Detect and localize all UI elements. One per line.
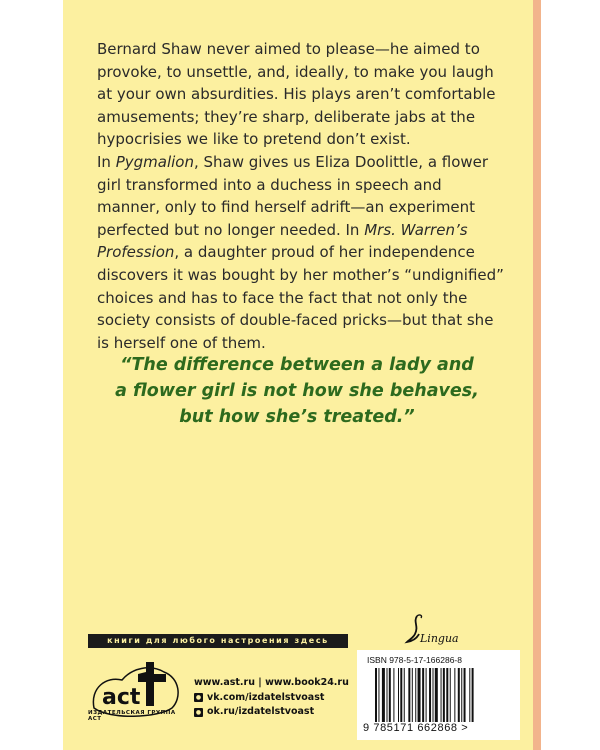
barcode-bar — [433, 668, 434, 722]
barcode-bar — [426, 668, 427, 722]
ok-text: ok.ru/izdatelstvoast — [207, 706, 315, 717]
sites-link[interactable] — [194, 676, 349, 691]
barcode-bar — [429, 668, 431, 722]
barcode-bar — [458, 668, 460, 722]
barcode-digits: 9 785171 662868 > — [363, 722, 469, 734]
slogan-strip — [88, 634, 348, 648]
ast-logo-text: act — [102, 685, 141, 710]
barcode-bar — [382, 668, 385, 722]
pull-quote: “The difference between a lady and a flower girl is not how she behaves, but how she’s treated.” — [115, 355, 479, 427]
barcode-bar — [400, 668, 402, 722]
blurb-text-run: , a daughter proud of her independence discovers it was bought by her mother’s “undignified” choices and has to face the fact that not only the society consists of double-faced pricks—but that she is herself one of them. — [97, 243, 504, 352]
barcode-bar — [415, 668, 416, 722]
barcode-bar — [404, 668, 405, 722]
publisher-links — [194, 676, 349, 720]
lingua-logo — [403, 612, 463, 648]
barcode-bar — [464, 668, 466, 722]
ok-icon: ● — [195, 708, 202, 716]
barcode-bar — [412, 668, 413, 722]
vk-link[interactable] — [194, 691, 349, 706]
vk-text: vk.com/izdatelstvoast — [207, 691, 325, 703]
spine-edge — [533, 0, 541, 750]
barcode-bar — [408, 668, 410, 722]
barcode-bar — [387, 668, 388, 722]
sites-text: www.ast.ru | www.book24.ru — [194, 677, 349, 688]
barcode-bar — [435, 668, 438, 722]
barcode-bar — [461, 668, 462, 722]
blurb-text-run: , Shaw gives us Eliza Doolittle, a flower girl transformed into a duchess in speech and manner, only to find herself adrift—an experiment perfected but no longer needed. In — [97, 152, 489, 239]
ok-link[interactable] — [194, 705, 349, 720]
blurb-paragraph-2 — [97, 151, 507, 354]
barcode-bar — [454, 668, 455, 722]
play-title-pygmalion: Pygmalion — [115, 152, 194, 171]
barcode-bar — [472, 668, 474, 722]
lingua-logo-text: Lingua — [420, 632, 459, 645]
barcode-bar — [450, 668, 451, 722]
barcode-bar — [375, 668, 377, 722]
barcode-bar — [443, 668, 445, 722]
isbn-label: ISBN 978-5-17-166286-8 — [367, 655, 462, 665]
barcode-bar — [446, 668, 448, 722]
barcode — [375, 668, 505, 722]
barcode-bar — [422, 668, 424, 722]
barcode-bar — [398, 668, 399, 722]
blurb-text-run: In — [97, 152, 116, 171]
barcode-bar — [441, 668, 442, 722]
blurb-paragraph-1: Bernard Shaw never aimed to please—he aimed to provoke, to unsettle, and, ideally, to make you laugh at your own absurdities. His plays aren’t comfortable amusements; they’re sharp, deliberate jabs at the hypocrisies we like to pretend don’t exist. — [97, 40, 496, 149]
vk-icon: ● — [195, 694, 202, 702]
play-title-mrs-warren: Mrs. Warren’s Profession — [97, 220, 468, 262]
barcode-bar — [378, 668, 379, 722]
barcode-bar — [393, 668, 394, 722]
barcode-bar — [418, 668, 421, 722]
barcode-bar — [469, 668, 470, 722]
publisher-caption: ИЗДАТЕЛЬСКАЯ ГРУППА АСТ — [88, 710, 176, 722]
blurb-text — [97, 38, 507, 354]
slogan-text: книги для любого настроения здесь — [107, 636, 329, 645]
barcode-bar — [389, 668, 391, 722]
